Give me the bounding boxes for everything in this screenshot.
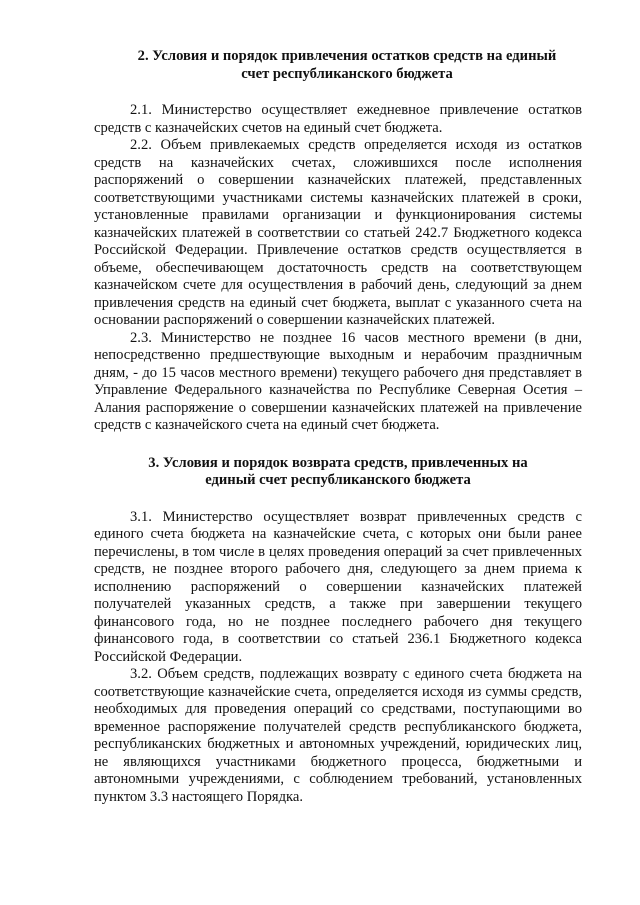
document-page [94,48,582,806]
section-2-heading-line1: 2. Условия и порядок привлечения остатков средств на единый [137,48,557,64]
paragraph-3-1: 3.1. Министерство осуществляет возврат привлеченных средств с единого счета бюджета на казначейские счета, с которых они были ранее перечислены, в том числе в целях проведения операций за счет привлеченных средств, не позднее второго рабочего дня, следующего за днем приема к исполнению распоряжений о совершении казначейских платежей получателей указанных средств, а также при завершении текущего финансового года, но не позднее последнего рабочего дня текущего финансового года, в соответствии со статьей 236.1 Бюджетного кодекса Российской Федерации. [94,508,582,665]
paragraph-2-2: 2.2. Объем привлекаемых средств определяется исходя из остатков средств на казначейских счетах, сложившихся после исполнения распоряжений о совершении казначейских платежей, представленных соответствующими участниками системы казначейских платежей в сроки, установленные правилами организации и функционирования системы казначейских платежей в соответствии со статьей 242.7 Бюджетного кодекса Российской Федерации. Привлечение остатков средств осуществляется в объеме, обеспечивающем достаточность средств на соответствующем казначейском счете для осуществления в рабочий день, следующий за днем привлечения средств на единый счет бюджета, выплат с указанного счета на основании распоряжений о совершении казначейских платежей. [94,137,582,328]
spacer [94,83,582,102]
section-2-heading-line2: счет республиканского бюджета [241,65,453,82]
paragraph-2-3: 2.3. Министерство не позднее 16 часов местного времени (в дни, непосредственно предшествующие выходным и нерабочим праздничным дням, - до 15 часов местного времени) текущего рабочего дня представляет в Управление Федерального казначейства по Республике Северная Осетия – Алания распоряжение о совершении казначейских платежей на привлечение средств с казначейского счета на единый счет бюджета. [94,329,582,433]
section-3-heading [94,455,582,490]
paragraph-2-1: 2.1. Министерство осуществляет ежедневное привлечение остатков средств с казначейских счетов на единый счет бюджета. [94,102,582,136]
section-2-heading [94,48,582,83]
section-3-heading-line1: 3. Условия и порядок возврата средств, привлеченных на [148,454,528,471]
section-3-heading-line2: единый счет республиканского бюджета [205,472,471,488]
spacer [94,490,582,509]
paragraph-3-2: 3.2. Объем средств, подлежащих возврату с единого счета бюджета на соответствующие казначейские счета, определяется исходя из суммы средств, необходимых для проведения операций со средствами, поступающими во временное распоряжение получателей средств республиканского бюджета, республиканских бюджетных и автономных учреждений, юридических лиц, не являющихся участниками бюджетного процесса, бюджетными и автономными учреждениями, с соблюдением требований, установленных пунктом 3.3 настоящего Порядка. [94,666,582,805]
